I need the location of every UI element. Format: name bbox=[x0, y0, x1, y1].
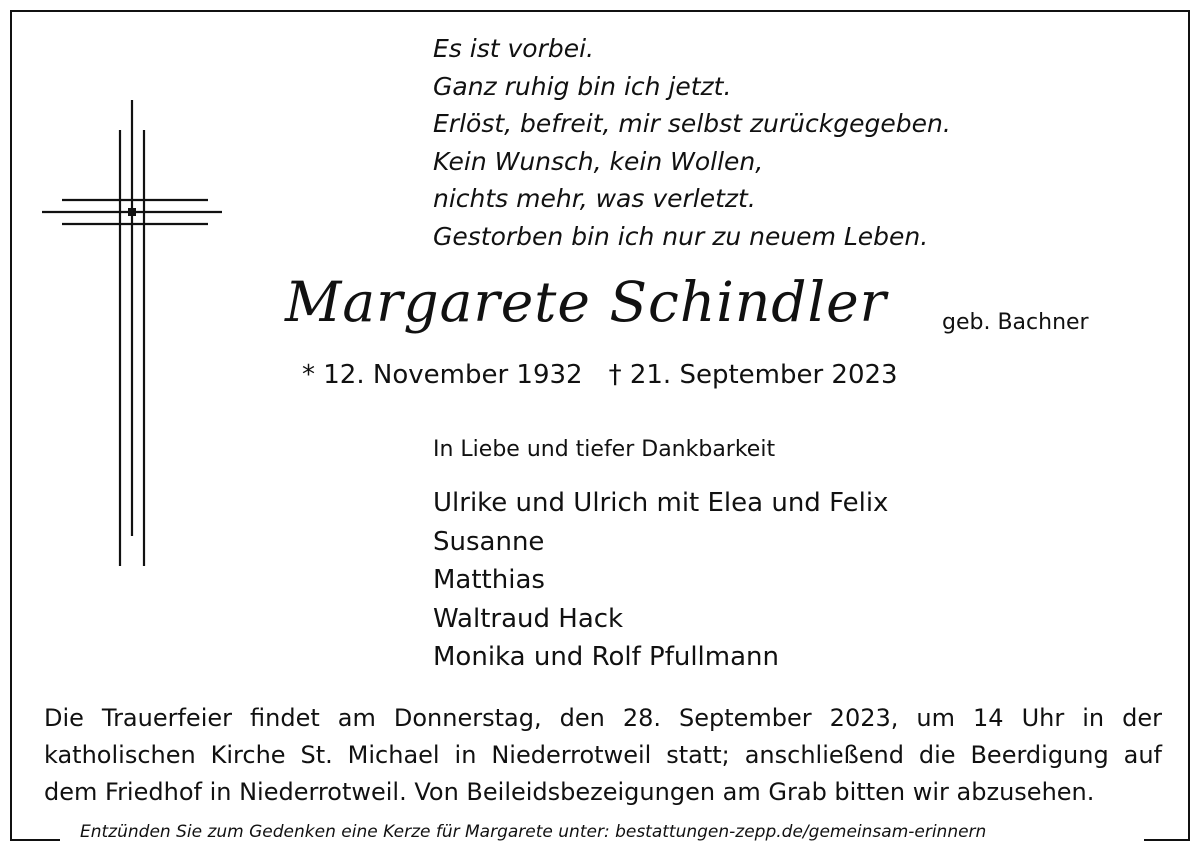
life-dates bbox=[302, 360, 898, 390]
poem-line: Kein Wunsch, kein Wollen, bbox=[433, 146, 764, 176]
notice-line: katholischen Kirche St. Michael in Niederrotweil statt; anschließend die Beerdigung auf bbox=[44, 741, 1162, 769]
thanks-line: In Liebe und tiefer Dankbarkeit bbox=[433, 437, 776, 462]
maiden-name: geb. Bachner bbox=[942, 310, 1089, 335]
mourner: Matthias bbox=[433, 565, 545, 595]
deceased-name: Margarete Schindler bbox=[285, 270, 887, 334]
mourner: Ulrike und Ulrich mit Elea und Felix bbox=[433, 488, 889, 518]
poem-line: Es ist vorbei. bbox=[433, 34, 594, 63]
mourners-list bbox=[433, 484, 888, 677]
footer-link[interactable]: unter: bestattungen-zepp.de/gemeinsam-erinnern bbox=[552, 822, 987, 842]
cross-icon bbox=[38, 96, 228, 576]
poem-line: Ganz ruhig bin ich jetzt. bbox=[433, 71, 732, 101]
footer-name: Margarete bbox=[465, 822, 553, 842]
mourner: Monika und Rolf Pfullmann bbox=[433, 642, 779, 672]
birth-date: * 12. November 1932 bbox=[302, 360, 583, 390]
poem-line: nichts mehr, was verletzt. bbox=[433, 184, 756, 213]
notice-line: Die Trauerfeier findet am Donnerstag, den 28. September 2023, um 14 Uhr in der bbox=[44, 704, 1162, 732]
death-date: † 21. September 2023 bbox=[608, 360, 898, 390]
poem-line: Erlöst, befreit, mir selbst zurückgegeben. bbox=[433, 109, 951, 138]
mourner: Susanne bbox=[433, 526, 545, 557]
footer-text: Entzünden Sie zum Gedenken eine Kerze für bbox=[80, 822, 466, 842]
memorial-footer bbox=[76, 822, 1144, 842]
poem bbox=[433, 30, 1053, 255]
poem-line: Gestorben bin ich nur zu neuem Leben. bbox=[433, 221, 929, 251]
funeral-notice bbox=[44, 700, 1162, 811]
notice-line: dem Friedhof in Niederrotweil. Von Beileidsbezeigungen am Grab bitten wir abzusehen. bbox=[44, 778, 1095, 806]
mourner: Waltraud Hack bbox=[433, 603, 624, 634]
